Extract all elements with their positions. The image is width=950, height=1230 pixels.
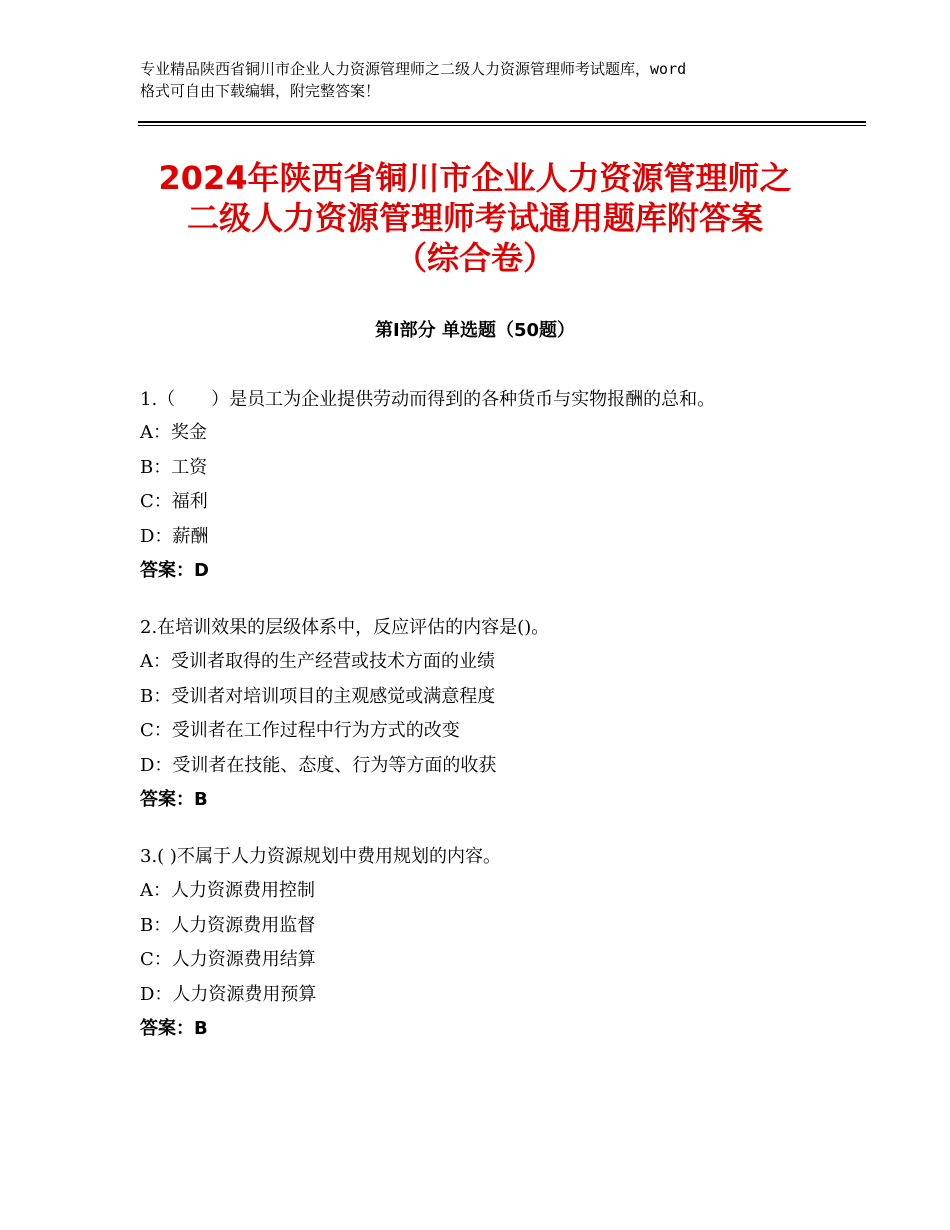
- option-a: A：奖金: [140, 422, 207, 443]
- question-stem: 2.在培训效果的层级体系中，反应评估的内容是()。: [140, 616, 550, 638]
- option-c: C：福利: [140, 491, 208, 512]
- title-line-1: 2024年陕西省铜川市企业人力资源管理师之: [158, 159, 792, 197]
- question-3: [140, 840, 820, 1047]
- option-a: A：人力资源费用控制: [140, 880, 315, 901]
- option-d: D：人力资源费用预算: [140, 983, 317, 1005]
- answer-label: 答案：B: [140, 789, 208, 810]
- option-c: C：受训者在工作过程中行为方式的改变: [140, 720, 460, 741]
- title-line-2: 二级人力资源管理师考试通用题库附答案: [186, 199, 763, 237]
- title-line-3: （综合卷）: [394, 239, 555, 277]
- header-note: [140, 58, 820, 102]
- header-note-line-2: 格式可自由下载编辑，附完整答案！: [140, 82, 381, 100]
- option-b: B：工资: [140, 456, 208, 478]
- question-stem: 1.（ ）是员工为企业提供劳动而得到的各种货币与实物报酬的总和。: [140, 389, 716, 410]
- question-2: [140, 611, 820, 818]
- header-rule-bottom: [138, 125, 866, 126]
- question-list: [140, 383, 820, 1069]
- answer-label: 答案：D: [140, 560, 209, 581]
- option-c: C：人力资源费用结算: [140, 949, 316, 970]
- question-1: [140, 383, 820, 589]
- option-d: D：受训者在技能、态度、行为等方面的收获: [140, 754, 497, 776]
- answer-label: 答案：B: [140, 1018, 208, 1039]
- option-d: D：薪酬: [140, 525, 209, 547]
- header-rule-top: [138, 121, 866, 123]
- option-b: B：受训者对培训项目的主观感觉或满意程度: [140, 685, 496, 707]
- header-note-line-1: 专业精品陕西省铜川市企业人力资源管理师之二级人力资源管理师考试题库，word: [140, 60, 687, 78]
- section-heading: 第Ⅰ部分 单选题（50题）: [374, 320, 575, 341]
- document-title: [100, 158, 850, 278]
- option-a: A：受训者取得的生产经营或技术方面的业绩: [140, 651, 495, 672]
- option-b: B：人力资源费用监督: [140, 914, 316, 936]
- question-stem: 3.( )不属于人力资源规划中费用规划的内容。: [140, 845, 501, 867]
